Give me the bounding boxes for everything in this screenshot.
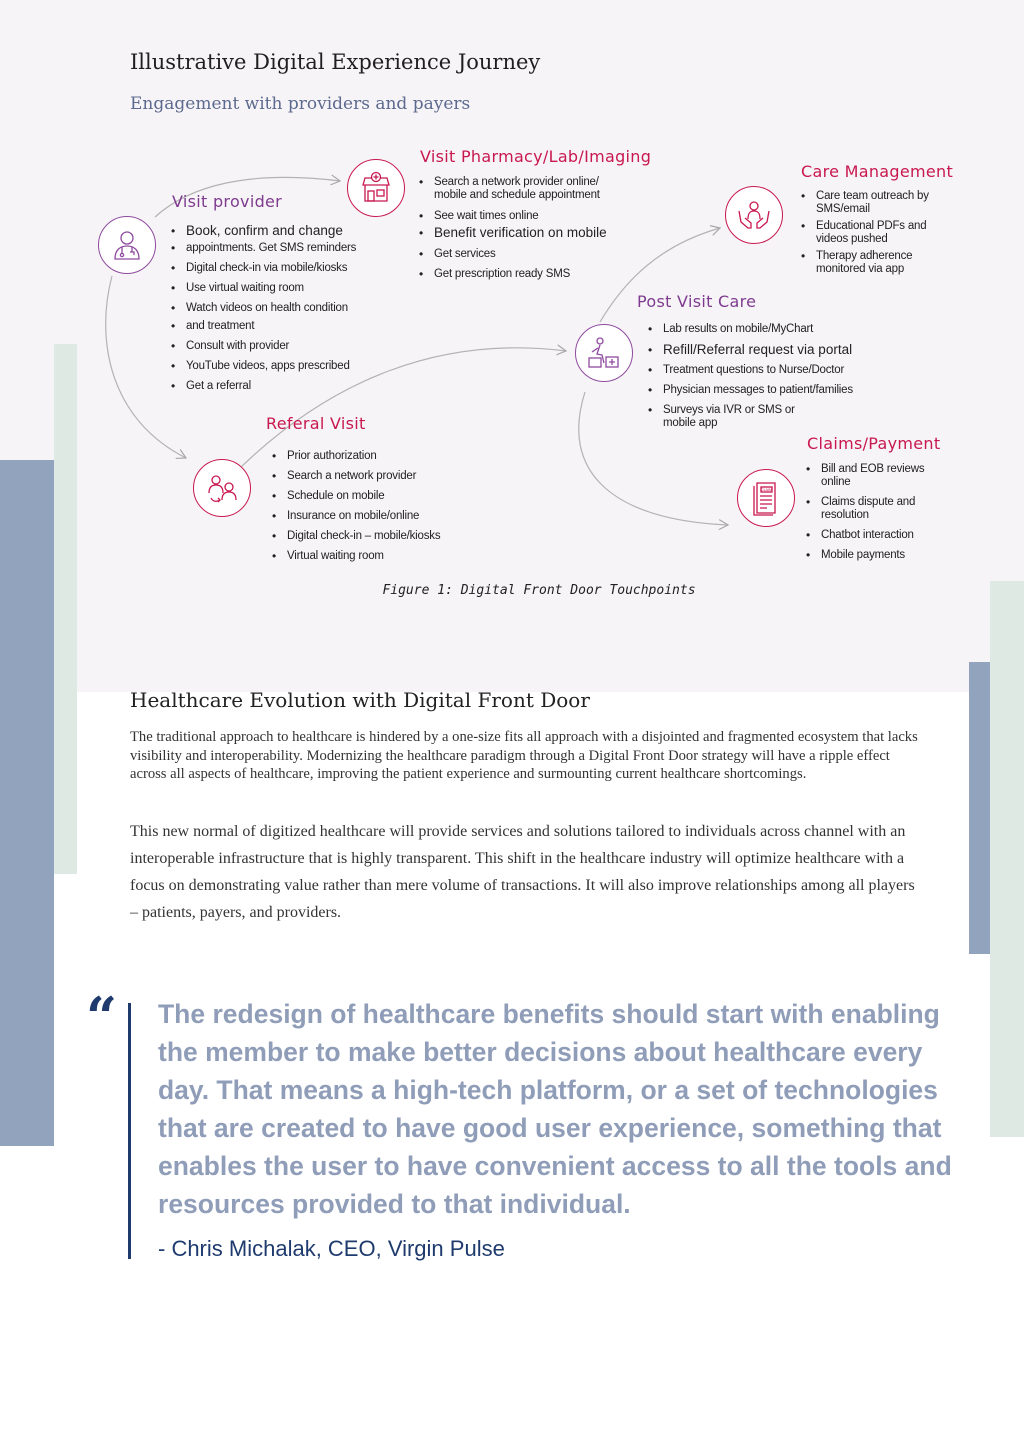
visit-provider-heading: Visit provider <box>172 192 283 211</box>
list-item: • See wait times online <box>419 210 629 223</box>
list-item: • Refill/Referral request via portal <box>648 343 883 357</box>
list-item-continuation: • and treatment <box>171 320 401 333</box>
visit-provider-list <box>171 224 401 400</box>
referral-visit-list <box>272 450 472 570</box>
pull-quote: The redesign of healthcare benefits should start with enabling the member to make better decisions about healthcare every day. That means a high-tech platform, or a set of technologies that are created to have good user experience, something that enables the user to have convenient access to all the tools and resources provided to that individual. <box>158 999 952 1219</box>
care-management-list <box>801 190 951 280</box>
list-item: • Insurance on mobile/online <box>272 510 472 523</box>
list-item: • Treatment questions to Nurse/Doctor <box>648 364 883 377</box>
care-hands-icon <box>725 186 783 244</box>
quote-bar <box>128 1003 131 1259</box>
figure-caption: Figure 1: Digital Front Door Touchpoints <box>382 583 696 598</box>
list-item: • Prior authorization <box>272 450 472 463</box>
section-paragraph-1: The traditional approach to healthcare is hindered by a one-size fits all approach with a disjointed and fragmented ecosystem that lacks visibility and interoperability. Modernizing the healthcare paradigm through a Digital Front Door strategy will have a ripple effect across all aspects of healthcare, improving the patient experience and surmounting current healthcare shortcomings. <box>130 729 918 782</box>
quote-mark-icon: “ <box>86 985 118 1049</box>
list-item: • Mobile payments <box>806 549 946 562</box>
list-item: • Care team outreach by SMS/email <box>801 190 951 216</box>
list-item: • Consult with provider <box>171 340 401 353</box>
page-subtitle: Engagement with providers and payers <box>130 94 471 114</box>
list-item: • Search a network provider online/ mobile and schedule appointment <box>419 176 629 202</box>
list-item-continuation: • appointments. Get SMS reminders <box>171 242 401 255</box>
list-item: • Surveys via IVR or SMS or mobile app <box>648 404 803 430</box>
decorative-band-right-blue <box>969 662 990 954</box>
list-item: • Benefit verification on mobile <box>419 226 629 240</box>
list-item: • Get a referral <box>171 380 401 393</box>
visit-pharmacy-heading: Visit Pharmacy/Lab/Imaging <box>420 147 652 166</box>
list-item: • Digital check-in – mobile/kiosks <box>272 530 472 543</box>
list-item: • Schedule on mobile <box>272 490 472 503</box>
list-item: • Watch videos on health condition <box>171 302 401 315</box>
doctor-icon <box>98 216 156 274</box>
list-item: • Lab results on mobile/MyChart <box>648 323 883 336</box>
section-heading: Healthcare Evolution with Digital Front Door <box>130 688 590 712</box>
claim-document-icon <box>737 469 795 527</box>
list-item: • Educational PDFs and videos pushed <box>801 220 951 246</box>
list-item: • Claims dispute and resolution <box>806 496 946 522</box>
referral-people-icon <box>193 459 251 517</box>
list-item: • Chatbot interaction <box>806 529 946 542</box>
list-item: • Use virtual waiting room <box>171 282 401 295</box>
referral-visit-heading: Referal Visit <box>266 414 366 433</box>
post-visit-care-icon <box>575 324 633 382</box>
quote-attribution: - Chris Michalak, CEO, Virgin Pulse <box>158 1236 505 1261</box>
list-item: • YouTube videos, apps prescribed <box>171 360 401 373</box>
page-title: Illustrative Digital Experience Journey <box>130 50 541 74</box>
claim-icon-label: CLAIM <box>761 488 772 492</box>
care-management-heading: Care Management <box>801 162 954 181</box>
post-visit-care-list <box>648 323 883 437</box>
list-item: • Search a network provider <box>272 470 472 483</box>
list-item: • Virtual waiting room <box>272 550 472 563</box>
list-item: • Digital check-in via mobile/kiosks <box>171 262 401 275</box>
list-item: • Get services <box>419 248 629 261</box>
list-item: • Therapy adherence monitored via app <box>801 250 951 276</box>
list-item: • Physician messages to patient/families <box>648 384 883 397</box>
visit-pharmacy-list <box>419 176 629 288</box>
section-paragraph-2: This new normal of digitized healthcare will provide services and solutions tailored to individuals across channel with an interoperable infrastructure that is highly transparent. This shift in the healthcare industry will optimize healthcare with a focus on demonstrating value rather than mere volume of transactions. It will also improve relationships among all players – patients, payers, and providers. <box>130 823 915 921</box>
list-item: • Bill and EOB reviews online <box>806 463 946 489</box>
list-item: • Book, confirm and change <box>171 224 401 238</box>
pharmacy-store-icon <box>347 159 405 217</box>
post-visit-care-heading: Post Visit Care <box>637 292 757 311</box>
list-item: • Get prescription ready SMS <box>419 268 629 281</box>
claims-payment-heading: Claims/Payment <box>807 434 941 453</box>
claims-payment-list <box>806 463 946 569</box>
